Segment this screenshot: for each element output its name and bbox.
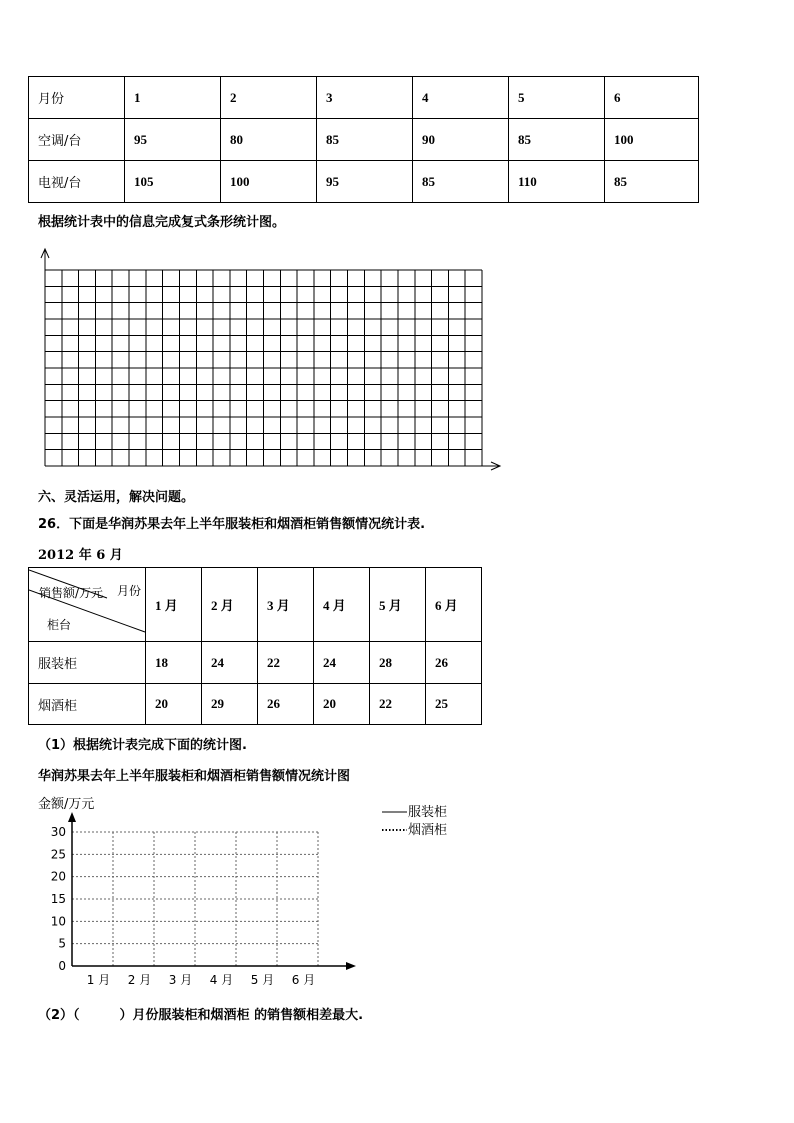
table-cell: 24 — [314, 642, 370, 684]
table-cell: 5 — [509, 77, 605, 119]
table-row — [29, 642, 482, 684]
table-cell: 20 — [146, 684, 202, 725]
table-cell: 25 — [426, 684, 482, 725]
table-cell: 1 — [125, 77, 221, 119]
question-26: 26．下面是华润苏果去年上半年服装柜和烟酒柜销售额情况统计表. — [38, 517, 426, 532]
table-cell: 2 — [221, 77, 317, 119]
table-cell: 烟酒柜 — [29, 684, 146, 725]
table-cell: 空调/台 — [29, 119, 125, 161]
table-cell: 110 — [509, 161, 605, 203]
x-axis-arrow-icon — [346, 962, 356, 970]
y-axis-label: 金额/万元 — [38, 797, 95, 812]
y-tick-label: 30 — [50, 825, 66, 839]
table-cell: 22 — [258, 642, 314, 684]
x-tick-label: 5 月 — [250, 973, 275, 987]
ac-tv-table — [28, 76, 699, 203]
table-row — [29, 568, 482, 642]
corner-cell — [29, 568, 146, 642]
y-tick-label: 20 — [50, 869, 66, 884]
table-cell: 95 — [317, 161, 413, 203]
table-cell: 20 — [314, 684, 370, 725]
y-tick-label: 0 — [58, 959, 66, 973]
corner-label-bottom: 柜台 — [47, 618, 72, 632]
table-cell: 4 月 — [314, 568, 370, 642]
table-row — [29, 684, 482, 725]
chart-title: 华润苏果去年上半年服装柜和烟酒柜销售额情况统计图 — [38, 769, 351, 784]
table-cell: 85 — [509, 119, 605, 161]
table-cell: 4 — [413, 77, 509, 119]
y-tick-label: 5 — [58, 936, 66, 951]
legend-label: 服装柜 — [408, 805, 448, 820]
question-26-2-suffix: ）月份服装柜和烟酒柜 的销售额相差最大. — [119, 1008, 364, 1023]
x-tick-label: 2 月 — [127, 973, 152, 987]
date-line: 2012 年 6 月 — [38, 548, 123, 563]
instruction-text: 根据统计表中的信息完成复式条形统计图。 — [38, 215, 286, 230]
table-cell: 服装柜 — [29, 642, 146, 684]
table-row — [29, 161, 699, 203]
table-row — [29, 77, 699, 119]
x-tick-label: 4 月 — [209, 973, 234, 987]
table-cell: 85 — [317, 119, 413, 161]
y-tick-label: 25 — [50, 847, 66, 862]
question-26-2-prefix: （2）（ — [38, 1008, 80, 1023]
table-cell: 月份 — [29, 77, 125, 119]
table-cell: 18 — [146, 642, 202, 684]
y-axis-arrow-icon — [68, 812, 76, 822]
table-cell: 1 月 — [146, 568, 202, 642]
corner-label-top: 销售额/万元 — [39, 586, 104, 600]
table-cell: 100 — [605, 119, 699, 161]
table-cell: 95 — [125, 119, 221, 161]
table-cell: 85 — [605, 161, 699, 203]
x-tick-label: 1 月 — [86, 973, 111, 987]
line-chart — [30, 790, 470, 995]
corner-label-right: 月份 — [117, 584, 142, 598]
sales-table — [28, 567, 482, 725]
table-cell: 24 — [202, 642, 258, 684]
table-cell: 5 月 — [370, 568, 426, 642]
question-26-2 — [38, 1004, 363, 1023]
table-cell: 3 — [317, 77, 413, 119]
table-cell: 22 — [370, 684, 426, 725]
question-26-1: （1）根据统计表完成下面的统计图. — [38, 738, 247, 753]
table-cell: 80 — [221, 119, 317, 161]
table-cell: 28 — [370, 642, 426, 684]
y-tick-label: 10 — [50, 914, 66, 929]
table-cell: 6 月 — [426, 568, 482, 642]
table-cell: 26 — [426, 642, 482, 684]
table-cell: 90 — [413, 119, 509, 161]
table-cell: 105 — [125, 161, 221, 203]
table-row — [29, 119, 699, 161]
table-cell: 85 — [413, 161, 509, 203]
x-tick-label: 3 月 — [168, 973, 193, 987]
table-cell: 6 — [605, 77, 699, 119]
x-tick-label: 6 月 — [291, 973, 316, 987]
table-cell: 3 月 — [258, 568, 314, 642]
section-heading: 六、灵活运用，解决问题。 — [38, 490, 195, 505]
table-cell: 26 — [258, 684, 314, 725]
table-cell: 2 月 — [202, 568, 258, 642]
y-tick-label: 15 — [50, 892, 66, 906]
bar-chart-grid — [36, 244, 506, 474]
legend-label: 烟酒柜 — [408, 823, 448, 838]
table-cell: 100 — [221, 161, 317, 203]
table-cell: 29 — [202, 684, 258, 725]
table-cell: 电视/台 — [29, 161, 125, 203]
